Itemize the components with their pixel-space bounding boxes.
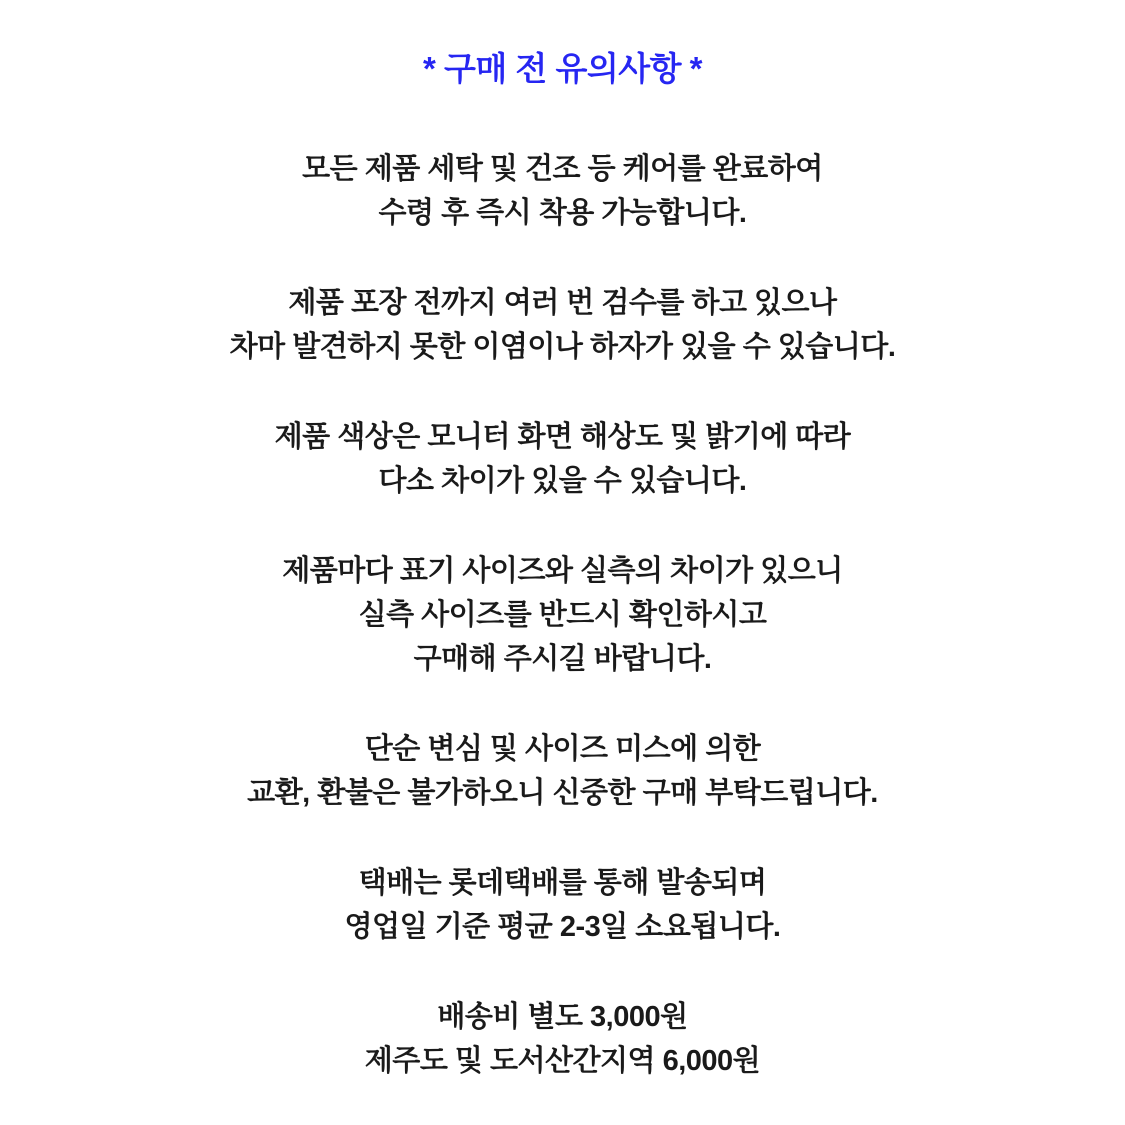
notice-line: 제주도 및 도서산간지역 6,000원 xyxy=(364,1045,761,1077)
notice-line: 다소 차이가 있을 수 있습니다. xyxy=(378,465,747,497)
notice-paragraph-shipping-fee xyxy=(0,995,1125,1083)
notice-line: 단순 변심 및 사이즈 미스에 의한 xyxy=(364,733,761,765)
notice-body xyxy=(0,147,1125,1083)
notice-line: 제품마다 표기 사이즈와 실측의 차이가 있으니 xyxy=(282,555,843,587)
notice-paragraph-refund xyxy=(0,727,1125,815)
notice-line: 차마 발견하지 못한 이염이나 하자가 있을 수 있습니다. xyxy=(229,331,896,363)
notice-paragraph-inspection xyxy=(0,281,1125,369)
notice-line: 실측 사이즈를 반드시 확인하시고 xyxy=(358,599,767,631)
notice-line: 모든 제품 세탁 및 건조 등 케어를 완료하여 xyxy=(302,153,823,185)
notice-line: 수령 후 즉시 착용 가능합니다. xyxy=(378,197,747,229)
notice-line: 택배는 롯데택배를 통해 발송되며 xyxy=(358,867,767,899)
notice-line: 배송비 별도 3,000원 xyxy=(437,1001,688,1033)
notice-line: 제품 색상은 모니터 화면 해상도 및 밝기에 따라 xyxy=(274,421,851,453)
notice-paragraph-care xyxy=(0,147,1125,235)
notice-line: 제품 포장 전까지 여러 번 검수를 하고 있으나 xyxy=(288,287,837,319)
notice-line: 교환, 환불은 불가하오니 신중한 구매 부탁드립니다. xyxy=(247,777,878,809)
notice-paragraph-shipping-carrier xyxy=(0,861,1125,949)
notice-line: 영업일 기준 평균 2-3일 소요됩니다. xyxy=(344,911,781,943)
notice-line: 구매해 주시길 바랍니다. xyxy=(413,643,712,675)
notice-title: * 구매 전 유의사항 * xyxy=(422,50,702,87)
notice-paragraph-size xyxy=(0,549,1125,681)
notice-paragraph-color xyxy=(0,415,1125,503)
